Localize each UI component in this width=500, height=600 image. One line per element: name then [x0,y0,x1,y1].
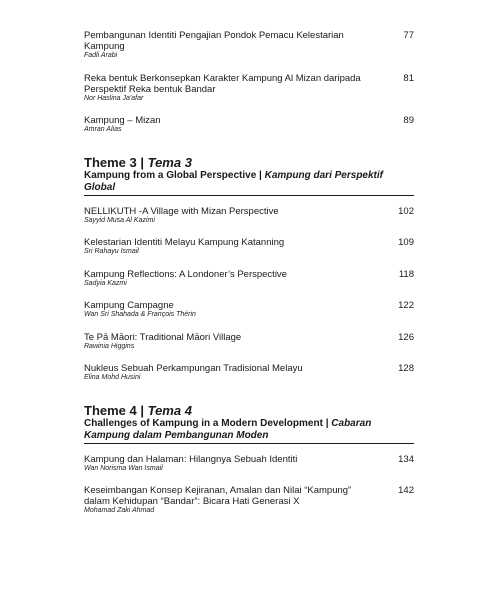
entry-title: Te Pā Māori: Traditional Māori Village [84,331,242,343]
entry-author: Amran Alias [84,126,122,133]
toc-entry [84,454,414,474]
entry-author: Wan Norisma Wan Ismail [84,464,163,472]
toc-entry [84,206,414,226]
theme-3-entries [84,206,414,383]
theme-4-header [84,403,414,444]
theme-4-entries [84,454,414,516]
entry-page-number: 118 [398,268,414,280]
entry-title: Pembangunan Identiti Pengajian Pondok Pemacu Kelestarian Kampung [84,30,344,52]
entry-author: Sri Rahayu Ismail [84,248,139,255]
entry-page-number: 134 [398,453,414,465]
entry-page-number: 102 [398,205,414,217]
entry-title: Kampung dan Halaman: Hilangnya Sebuah Identiti [84,453,298,465]
toc-entry [84,237,414,257]
entry-page-number: 77 [403,30,414,41]
top-entries [84,30,414,135]
entry-title: Reka bentuk Berkonsepkan Karakter Kampung Al Mizan daripada Perspektif Reka bentuk Bandar [84,72,361,95]
entry-author: Fadli Arabi [84,52,118,59]
theme-subtitle-malay: Kampung dari Perspektif Global [84,169,383,193]
entry-author: Nor Haslina Ja'afar [84,94,144,102]
theme-subtitle-english: Kampung from a Global Perspective | [84,169,265,181]
theme-subtitle-english: Challenges of Kampung in a Modern Development | [84,417,332,429]
toc-entry [84,269,414,289]
entry-author: Wan Sri Shahada & François Thérin [84,311,196,318]
entry-title: Kelestarian Identiti Melayu Kampung Katanning [84,237,285,248]
entry-author: Rawinia Higgins [84,342,135,350]
theme-subtitle [84,418,414,444]
entry-page-number: 122 [398,300,414,311]
theme-subtitle [84,170,414,196]
entry-page-number: 109 [398,237,414,248]
theme-label-malay: Tema 4 [147,402,192,418]
entry-title: Kampung Campagne [84,300,174,311]
entry-author: Sadyia Kazmi [84,279,127,287]
theme-label-malay: Tema 3 [147,154,192,170]
theme-heading [84,403,414,418]
toc-entry [84,332,414,352]
entry-page-number: 142 [398,485,414,496]
entry-page-number: 126 [398,331,414,343]
entry-title: Nukleus Sebuah Perkampungan Tradisional Melayu [84,363,303,374]
entry-page-number: 89 [403,115,414,126]
table-of-contents [84,30,414,528]
entry-author: Elina Mohd Husini [84,374,141,381]
theme-3-header [84,155,414,196]
entry-title: Keseimbangan Konsep Kejiranan, Amalan dan Nilai “Kampung” dalam Kehidupan “Bandar”: Bicara Hati Generasi X [84,485,352,507]
theme-subtitle-malay: Cabaran Kampung dalam Pembangunan Moden [84,417,372,441]
theme-label: Theme 3 | [84,154,148,170]
entry-title: NELLIKUTH -A Village with Mizan Perspective [84,205,279,217]
entry-author: Mohamad Zaki Ahmad [84,507,155,514]
theme-label: Theme 4 | [84,402,148,418]
toc-entry [84,115,414,135]
toc-entry [84,485,414,516]
entry-title: Kampung – Mizan [84,115,161,126]
entry-title: Kampung Reflections: A Londoner’s Perspective [84,268,287,280]
toc-entry [84,300,414,320]
toc-entry [84,73,414,104]
entry-author: Sayyid Musa Al Kazimi [84,216,155,224]
entry-page-number: 128 [398,363,414,374]
toc-entry [84,363,414,383]
entry-page-number: 81 [403,72,414,84]
theme-heading [84,155,414,170]
toc-entry [84,30,414,61]
